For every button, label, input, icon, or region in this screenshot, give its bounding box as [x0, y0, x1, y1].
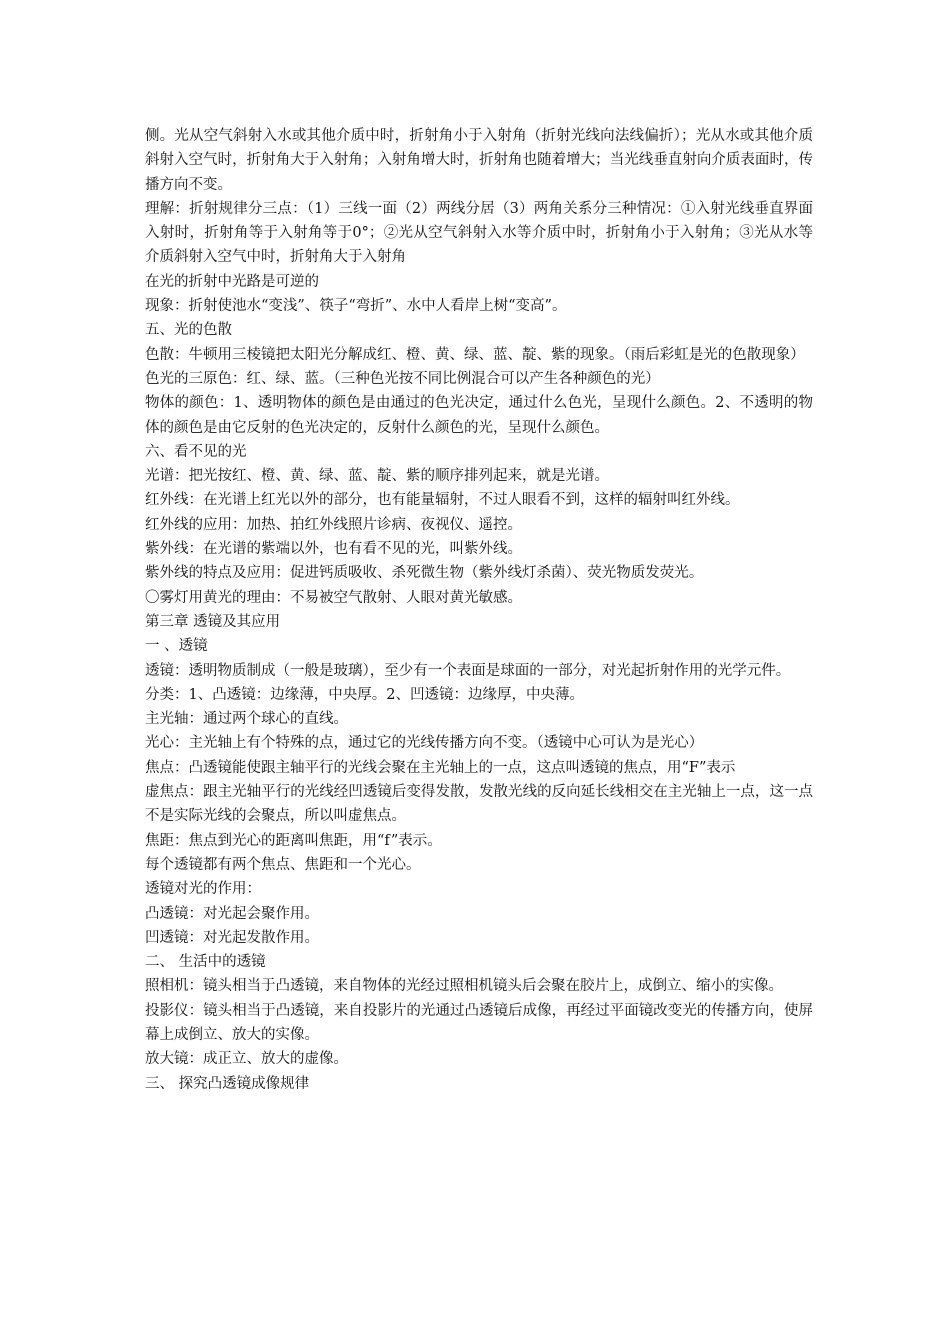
chapter-heading-lenses: 第三章 透镜及其应用	[145, 613, 281, 630]
paragraph-projector: 投影仪：镜头相当于凸透镜，来自投影片的光通过凸透镜后成像，再经过平面镜改变光的传播方向，使屏幕上成倒立、放大的实像。	[145, 1002, 813, 1043]
paragraph-lens-effect-heading: 透镜对光的作用：	[145, 881, 261, 898]
paragraph-lens-types: 分类：1、凸透镜：边缘薄，中央厚。2、凹透镜：边缘厚，中央薄。	[145, 686, 584, 703]
paragraph-object-colors: 物体的颜色：1、透明物体的颜色是由通过的色光决定，通过什么色光，呈现什么颜色。2、不透明的物体的颜色是由它反射的色光决定的，反射什么颜色的光，呈现什么颜色。	[145, 395, 813, 436]
paragraph-principal-axis: 主光轴：通过两个球心的直线。	[145, 711, 348, 728]
paragraph-primary-colors: 色光的三原色：红、绿、蓝。（三种色光按不同比例混合可以产生各种颜色的光）	[145, 370, 660, 387]
paragraph-convex-effect: 凸透镜：对光起会聚作用。	[145, 905, 319, 922]
paragraph-optical-center: 光心：主光轴上有个特殊的点，通过它的光线传播方向不变。（透镜中心可认为是光心）	[145, 735, 704, 752]
paragraph-camera: 照相机：镜头相当于凸透镜，来自物体的光经过照相机镜头后会聚在胶片上，成倒立、缩小的实像。	[145, 978, 783, 995]
paragraph-refraction-understanding: 理解：折射规律分三点：（1）三线一面（2）两线分居（3）两角关系分三种情况：①入射光线垂直界面入射时，折射角等于入射角等于0°；②光从空气斜射入水等介质中时，折射角小于入射角；③光从水等介质斜射入空气中时，折射角大于入射角	[145, 200, 813, 266]
paragraph-dispersion: 色散：牛顿用三棱镜把太阳光分解成红、橙、黄、绿、蓝、靛、紫的现象。（雨后彩虹是光的色散现象）	[145, 346, 805, 363]
paragraph-infrared-uses: 红外线的应用：加热、拍红外线照片诊病、夜视仪、遥控。	[145, 516, 522, 533]
section-heading-imaging-rules: 三、 探究凸透镜成像规律	[145, 1075, 310, 1092]
paragraph-focus: 焦点：凸透镜能使跟主轴平行的光线会聚在主光轴上的一点，这点叫透镜的焦点，用“F”表示	[145, 759, 736, 776]
section-heading-everyday-lenses: 二、 生活中的透镜	[145, 954, 266, 971]
paragraph-refraction-law: 侧。光从空气斜射入水或其他介质中时，折射角小于入射角（折射光线向法线偏折）；光从水或其他介质斜射入空气时，折射角大于入射角；入射角增大时，折射角也随着增大；当光线垂直射向介质表面时，传播方向不变。	[145, 128, 813, 193]
paragraph-lens-definition: 透镜：透明物质制成（一般是玻璃），至少有一个表面是球面的一部分，对光起折射作用的光学元件。	[145, 662, 791, 679]
document-page	[145, 124, 813, 1096]
paragraph-focal-length: 焦距：焦点到光心的距离叫焦距，用“f”表示。	[145, 832, 442, 849]
section-heading-dispersion: 五、光的色散	[145, 322, 232, 339]
paragraph-lens-elements: 每个透镜都有两个焦点、焦距和一个光心。	[145, 856, 421, 873]
paragraph-virtual-focus: 虚焦点：跟主光轴平行的光线经凹透镜后变得发散，发散光线的反向延长线相交在主光轴上一点，这一点不是实际光线的会聚点，所以叫虚焦点。	[145, 784, 813, 825]
paragraph-magnifier: 放大镜：成正立、放大的虚像。	[145, 1051, 348, 1068]
section-heading-invisible-light: 六、看不见的光	[145, 443, 247, 460]
paragraph-spectrum: 光谱：把光按红、橙、黄、绿、蓝、靛、紫的顺序排列起来，就是光谱。	[145, 468, 609, 485]
section-heading-lens: 一 、透镜	[145, 638, 208, 655]
paragraph-ultraviolet-uses: 紫外线的特点及应用：促进钙质吸收、杀死微生物（紫外线灯杀菌）、荧光物质发荧光。	[145, 565, 704, 582]
paragraph-fog-light: 〇雾灯用黄光的理由：不易被空气散射、人眼对黄光敏感。	[145, 589, 522, 606]
paragraph-reversible-path: 在光的折射中光路是可逆的	[145, 273, 319, 290]
paragraph-concave-effect: 凹透镜：对光起发散作用。	[145, 929, 319, 946]
paragraph-ultraviolet: 紫外线：在光谱的紫端以外，也有看不见的光，叫紫外线。	[145, 541, 522, 558]
paragraph-infrared: 红外线：在光谱上红光以外的部分，也有能量辐射，不过人眼看不到，这样的辐射叫红外线。	[145, 492, 740, 509]
paragraph-refraction-phenomena: 现象：折射使池水“变浅”、筷子“弯折”、水中人看岸上树“变高”。	[145, 298, 567, 315]
